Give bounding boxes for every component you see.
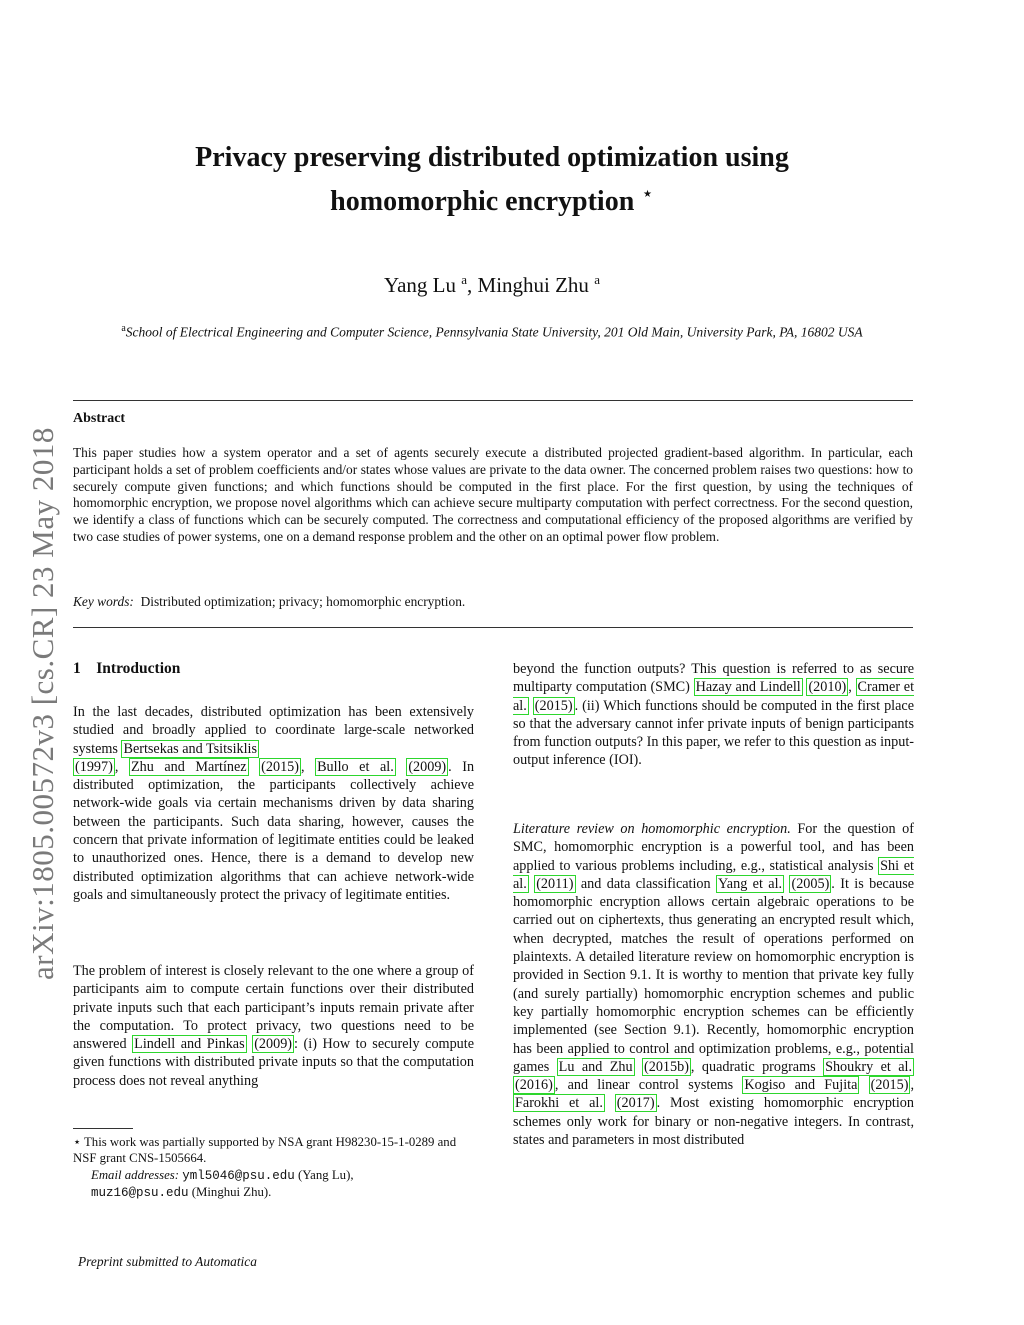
paragraph <box>73 962 474 1090</box>
title-line-2 <box>70 176 914 220</box>
citation-link[interactable]: (2016) <box>515 1077 553 1094</box>
paragraph <box>513 660 914 770</box>
paragraph <box>73 703 474 904</box>
abstract-bottom-rule <box>73 627 913 628</box>
citation-link[interactable]: Farokhi et al. <box>515 1095 603 1112</box>
body-text: , <box>114 758 129 775</box>
section-heading-introduction: 1 Introduction <box>73 660 181 677</box>
email-owner: (Yang Lu), <box>294 1167 354 1182</box>
body-text: and data classification <box>575 875 716 892</box>
body-text: beyond the function outputs? This question is referred to as secure multiparty computation (SMC) <box>513 661 914 696</box>
body-text: . (ii) Which functions should be computed in the first place so that the adversary cannot infer private inputs of benign participants from function outputs? In this paper, we refer to this question as input-output inference (IOI). <box>513 697 914 769</box>
citation-link[interactable]: Hazay and Lindell <box>695 679 801 696</box>
footnote <box>73 1134 474 1202</box>
author-name: Yang Lu <box>384 273 456 297</box>
citation-link[interactable]: Bullo et al. <box>317 758 394 775</box>
title-line-1: Privacy preserving distributed optimization using <box>195 142 789 173</box>
citation-link[interactable]: (1997) <box>75 758 113 775</box>
citation-link[interactable]: Cramer et al. <box>513 679 915 714</box>
affiliation-mark: a <box>461 272 468 287</box>
body-text: For the question of SMC, homomorphic encryption is a powerful tool, and has been applied to various problems including, e.g., statistical analysis <box>513 821 914 874</box>
citation-link[interactable]: (2005) <box>791 875 830 892</box>
abstract-top-rule <box>73 400 913 401</box>
citation-link[interactable]: Yang et al. <box>717 875 783 892</box>
citation-link[interactable]: (2017) <box>616 1095 655 1112</box>
citation-link[interactable]: (2011) <box>536 875 574 892</box>
footnote-star: ⋆ <box>73 1135 82 1149</box>
abstract-text: This paper studies how a system operator and a set of agents securely execute a distributed projected gradient-based algorithm. In particular, each participant holds a set of problem coefficients and/or states whose values are private to the data owner. The concerned problem raises two questions: how to securely compute given functions; and which functions should be computed in the first place. For the first question, by using the techniques of homomorphic encryption, we propose novel algorithms which can achieve secure multiparty computation with perfect correctness. For the second question, we identify a class of functions which can be securely computed. The correctness and computational efficiency of the proposed algorithms are verified by two case studies of power systems, one on a demand response problem and the other on an optimal power flow problem. <box>73 445 913 544</box>
paper-title <box>70 140 914 220</box>
body-text: , quadratic programs <box>690 1058 824 1075</box>
body-text: , <box>300 758 316 775</box>
citation-link[interactable]: (2009) <box>408 758 447 775</box>
email-owner: (Minghui Zhu). <box>188 1185 272 1200</box>
arxiv-identifier: arXiv:1805.00572v3 [cs.CR] 23 May 2018 <box>25 427 60 980</box>
keywords-label: Key words: <box>73 594 134 609</box>
body-text: , <box>848 679 856 696</box>
email-label: Email addresses: <box>91 1167 180 1182</box>
body-text: , and linear control systems <box>554 1077 743 1094</box>
affiliation <box>70 320 914 342</box>
citation-link[interactable]: (2015b) <box>644 1058 689 1075</box>
keywords-text: Distributed optimization; privacy; homomorphic encryption. <box>140 594 466 609</box>
citation-link[interactable]: Bertsekas and Tsitsiklis <box>123 740 258 757</box>
body-text: The problem of interest is closely relevant to the one where a group of participants aim to compute certain functions over their distributed private inputs such that each participant’s inputs remain private after the computation. To protect privacy, two questions need to be answered <box>73 963 474 1053</box>
body-text: . Most existing homomorphic encryption schemes only work for binary or non-negative integers. In contrast, states and parameters in most distributed <box>513 1095 914 1149</box>
citation-link[interactable]: Shoukry et al. <box>825 1058 913 1075</box>
paragraph-lead: Literature review on homomorphic encryption. <box>513 821 791 837</box>
author-name: Minghui Zhu <box>477 273 589 297</box>
preprint-note: Preprint submitted to Automatica <box>78 1254 257 1269</box>
affiliation-mark: a <box>121 323 126 334</box>
title-line-2-text: homomorphic encryption <box>330 186 635 217</box>
keywords <box>73 594 465 610</box>
email-link[interactable]: muz16@psu.edu <box>91 1186 189 1201</box>
citation-link[interactable]: (2015) <box>261 758 299 775</box>
affiliation-text: School of Electrical Engineering and Computer Science, Pennsylvania State University, 201 Old Main, University Park, PA, 16802 USA <box>125 324 863 340</box>
citation-link[interactable]: Lu and Zhu <box>558 1058 633 1075</box>
citation-link[interactable]: (2015) <box>870 1077 909 1094</box>
footnote-funding: This work was partially supported by NSA grant H98230-15-1-0289 and NSF grant CNS-1505664. <box>73 1135 457 1166</box>
citation-link[interactable]: Shi et al. <box>513 857 914 892</box>
footnote-rule <box>73 1128 133 1129</box>
citation-link[interactable]: Zhu and Martínez <box>130 758 247 775</box>
affiliation-mark: a <box>594 272 600 287</box>
paragraph <box>513 820 914 1149</box>
body-text: , <box>910 1077 914 1094</box>
authors <box>70 272 914 298</box>
citation-link[interactable]: Kogiso and Fujita <box>744 1077 858 1094</box>
author-separator: , <box>467 273 478 297</box>
body-text: . In distributed optimization, the participants collectively achieve network-wide goals via certain mechanisms driven by data sharing between the participants. Such data sharing, however, causes the concern that private information of legitimate entities could be leaked to unauthorized ones. Hence, there is a demand to develop new distributed optimization algorithms that can achieve network-wide goals and simultaneously protect the privacy of legitimate entities. <box>73 758 475 903</box>
body-text: In the last decades, distributed optimization has been extensively studied and broadly applied to coordinate large-scale networked systems <box>73 704 474 757</box>
title-footnote-star[interactable]: ⋆ <box>641 183 654 205</box>
body-text: . It is because homomorphic encryption allows certain algebraic operations to be carried out on ciphertexts, thus generating an encrypted result which, when decrypted, matches the result of operations performed on plaintexts. A detailed literature review on homomorphic encryption is provided in Section 9.1. It is worthy to mention that private key fully (and surely partially) homomorphic encryption schemes and public key partially homomorphic encryption schemes can be efficiently implemented (see Section 9.1). Recently, homomorphic encryption has been applied to control and optimization problems, e.g., potential games <box>513 875 915 1075</box>
citation-link[interactable]: (2010) <box>808 679 847 696</box>
email-link[interactable]: yml5046@psu.edu <box>182 1168 295 1183</box>
abstract-heading: Abstract <box>73 411 126 426</box>
citation-link[interactable]: Lindell and Pinkas <box>134 1036 245 1053</box>
citation-link[interactable]: (2009) <box>254 1036 293 1053</box>
body-text: : (i) How to securely compute given functions with distributed private inputs so that the computation process does not reveal anything <box>73 1036 474 1089</box>
citation-link[interactable]: (2015) <box>534 697 573 714</box>
